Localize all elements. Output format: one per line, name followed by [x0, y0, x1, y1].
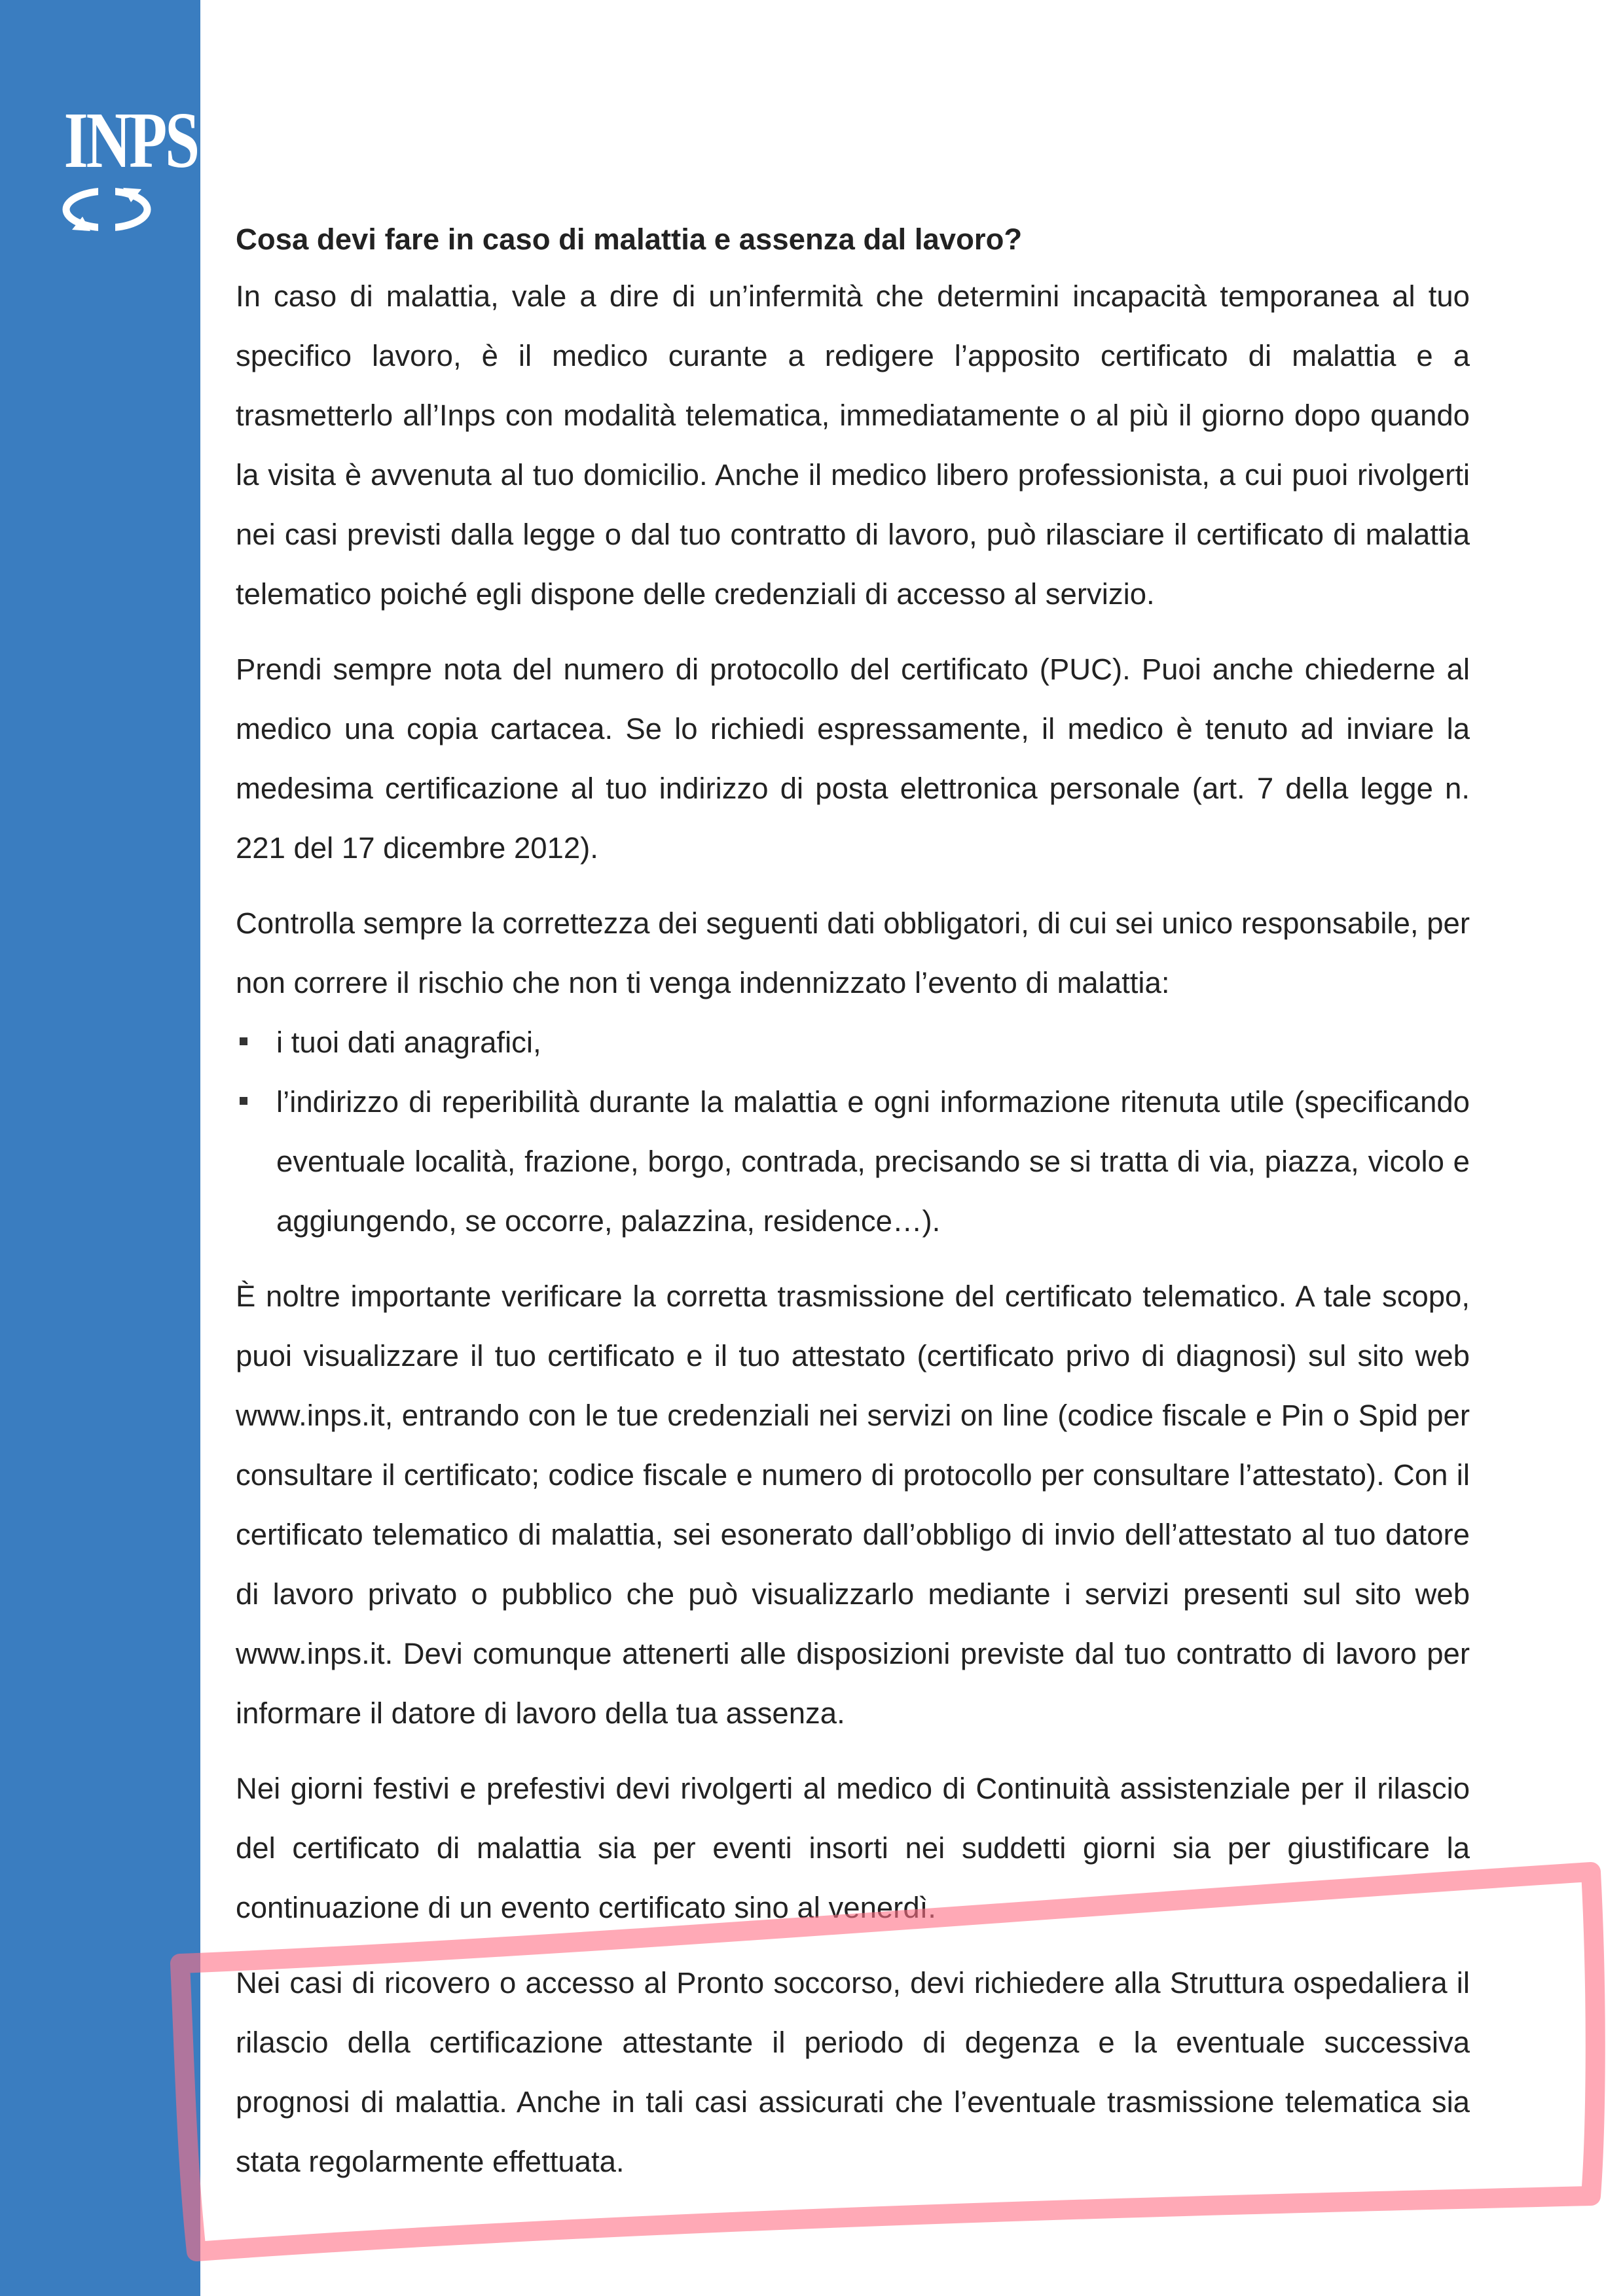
- paragraph: Nei giorni festivi e prefestivi devi rivolgerti al medico di Continuità assistenziale per il rilascio del certificato di malattia sia per eventi insorti nei suddetti giorni sia per giustificare la continuazione di un evento certificato sino al venerdì.: [236, 1772, 1470, 1924]
- paragraph: Controlla sempre la correttezza dei seguenti dati obbligatori, di cui sei unico responsabile, per non correre il rischio che non ti venga indennizzato l’evento di malattia:: [236, 906, 1470, 999]
- logo-text: INPS: [64, 96, 198, 185]
- paragraph: In caso di malattia, vale a dire di un’infermità che determini incapacità temporanea al tuo specifico lavoro, è il medico curante a redigere l’apposito certificato di malattia e a trasmetterlo all’Inps con modalità telematica, immediatamente o al più il giorno dopo quando la visita è avvenuta al tuo domicilio. Anche il medico libero professionista, a cui puoi rivolgerti nei casi previsti dalla legge o dal tuo contratto di lavoro, può rilasciare il certificato di malattia telematico poiché egli dispone delle credenziali di accesso al servizio.: [236, 279, 1470, 611]
- bullet-icon: [240, 1037, 247, 1045]
- bullet-list: [236, 1013, 1470, 1251]
- bullet-icon: [240, 1097, 247, 1105]
- list-item-text: l’indirizzo di reperibilità durante la malattia e ogni informazione ritenuta utile (specificando eventuale località, frazione, borgo, contrada, precisando se si tratta di via, piazza, vicolo e aggiungendo, se occorre, palazzina, residence…).: [276, 1085, 1470, 1238]
- list-item: [236, 1013, 1470, 1072]
- circular-arrows-icon: [58, 180, 156, 239]
- paragraph: Prendi sempre nota del numero di protocollo del certificato (PUC). Puoi anche chiederne al medico una copia cartacea. Se lo richiedi espressamente, il medico è tenuto ad inviare la medesima certificazione al tuo indirizzo di posta elettronica personale (art. 7 della legge n. 221 del 17 dicembre 2012).: [236, 653, 1470, 865]
- section-heading: Cosa devi fare in caso di malattia e assenza dal lavoro?: [236, 223, 1023, 256]
- paragraph: È noltre importante verificare la corretta trasmissione del certificato telematico. A tale scopo, puoi visualizzare il tuo certificato e il tuo attestato (certificato privo di diagnosi) sul sito web www.inps.it, entrando con le tue credenziali nei servizi on line (codice fiscale e Pin o Spid per consultare il certificato; codice fiscale e numero di protocollo per consultare l’attestato). Con il certificato telematico di malattia, sei esonerato dall’obbligo di invio dell’attestato al tuo datore di lavoro privato o pubblico che può visualizzarlo mediante i servizi presenti sul sito web www.inps.it. Devi comunque attenerti alle disposizioni previste dal tuo contratto di lavoro per informare il datore di lavoro della tua assenza.: [236, 1280, 1470, 1730]
- list-item-text: i tuoi dati anagrafici,: [276, 1026, 541, 1059]
- document-body: [236, 213, 1470, 2207]
- sidebar-band: [0, 0, 200, 2296]
- paragraph-highlighted: Nei casi di ricovero o accesso al Pronto soccorso, devi richiedere alla Struttura ospedaliera il rilascio della certificazione attestante il periodo di degenza e la eventuale successiva prognosi di malattia. Anche in tali casi assicurati che l’eventuale trasmissione telematica sia stata regolarmente effettuata.: [236, 1966, 1470, 2178]
- inps-logo: [52, 96, 198, 242]
- list-item: [236, 1072, 1470, 1251]
